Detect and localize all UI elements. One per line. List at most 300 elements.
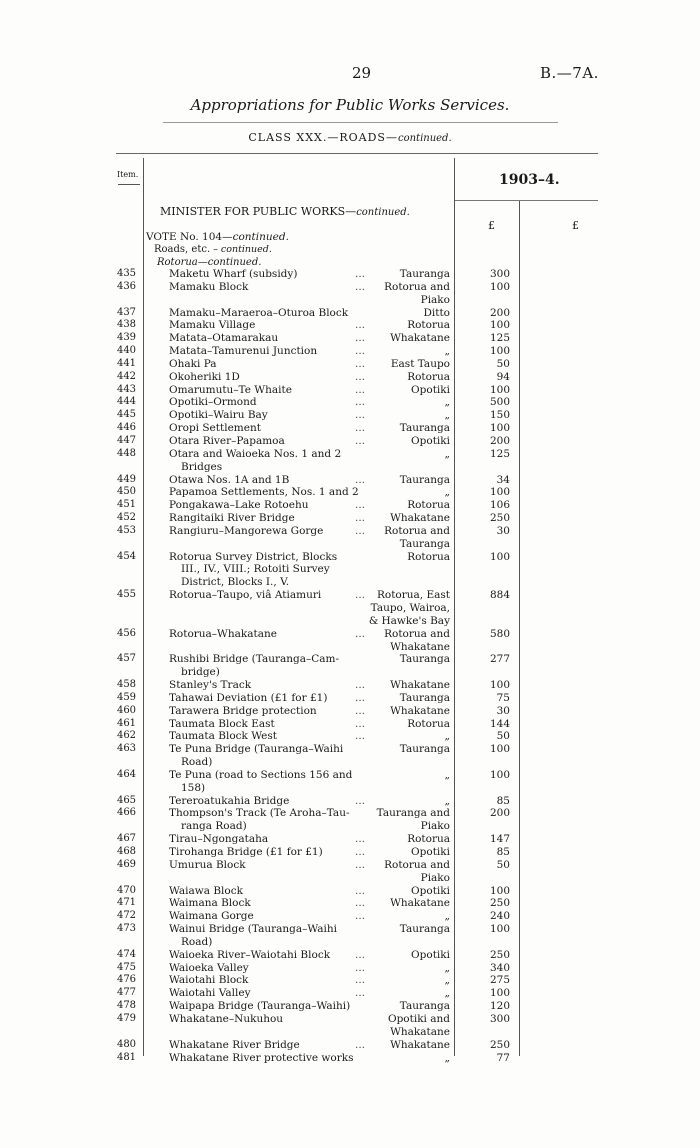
item-description — [169, 833, 364, 846]
district-line: Whakatane — [390, 1025, 450, 1038]
description-line: ranga Road) — [181, 820, 247, 833]
item-description — [169, 974, 364, 987]
description-line: Thompson's Track (Te Aroha–Tau- — [169, 807, 350, 820]
district-line: Ditto — [423, 306, 450, 319]
district-line: Whakatane — [390, 897, 450, 910]
description-line: Umurua Block — [169, 858, 246, 871]
electoral-district — [360, 332, 450, 345]
electoral-district — [360, 525, 450, 551]
item-description — [169, 435, 364, 448]
table-row — [0, 859, 700, 885]
table-row — [0, 332, 700, 345]
table-row — [0, 679, 700, 692]
item-description — [169, 345, 364, 358]
description-line: Okoheriki 1D — [169, 370, 240, 383]
fiscal-year: 1903–4. — [499, 172, 560, 188]
item-description — [169, 268, 364, 281]
district-line: Rotorua and — [384, 627, 450, 640]
electoral-district — [360, 409, 450, 422]
leader-dots: ... — [354, 627, 365, 640]
district-line: East Taupo — [390, 357, 450, 370]
electoral-district — [360, 358, 450, 371]
table-row — [0, 897, 700, 910]
amount: 100 — [489, 768, 510, 781]
item-header-underline — [118, 184, 140, 185]
amount: 100 — [489, 987, 510, 1000]
table-row — [0, 409, 700, 422]
table-row — [0, 987, 700, 1000]
description-line: Omarumutu–Te Whaite — [169, 383, 292, 396]
item-description — [169, 396, 364, 409]
amount: 100 — [489, 345, 510, 358]
item-description — [169, 705, 364, 718]
district-line: Rotorua — [407, 717, 450, 730]
item-number: 460 — [116, 704, 137, 716]
district-line: Taupo, Wairoa, — [370, 601, 450, 614]
district-line: Rotorua — [407, 319, 450, 332]
description-line: Otawa Nos. 1A and 1B — [169, 473, 290, 486]
table-row — [0, 345, 700, 358]
electoral-district — [360, 653, 450, 666]
table-row — [0, 718, 700, 731]
amount: 120 — [489, 1000, 510, 1013]
district-line: Opotiki — [411, 884, 450, 897]
roads-subheading: Roads, etc. – continued. — [154, 244, 272, 255]
amount: 250 — [489, 512, 510, 525]
electoral-district — [360, 705, 450, 718]
electoral-district — [360, 987, 450, 1000]
item-number: 470 — [116, 884, 137, 896]
amount: 580 — [489, 627, 510, 640]
leader-dots: ... — [354, 974, 365, 987]
table-row — [0, 499, 700, 512]
year-underline — [455, 200, 598, 201]
page-number: 29 — [352, 64, 372, 82]
item-number: 465 — [116, 794, 137, 806]
table-row — [0, 525, 700, 551]
description-line: Oropi Settlement — [169, 422, 261, 435]
item-description — [169, 885, 364, 898]
district-line: Piako — [420, 293, 450, 306]
description-line: Rangitaiki River Bridge — [169, 512, 295, 525]
electoral-district — [360, 730, 450, 743]
description-line: Rushibi Bridge (Tauranga–Cam- — [169, 653, 340, 666]
table-row — [0, 512, 700, 525]
district-line: Tauranga — [399, 422, 450, 435]
description-line: Te Puna (road to Sections 156 and — [169, 768, 353, 781]
district-line: Tauranga — [399, 743, 450, 756]
electoral-district — [360, 474, 450, 487]
electoral-district — [360, 974, 450, 987]
district-line: „ — [444, 768, 450, 781]
item-number: 457 — [116, 653, 137, 665]
item-description — [169, 962, 364, 975]
description-line: District, Blocks I., V. — [181, 576, 290, 589]
table-row — [0, 692, 700, 705]
electoral-district — [360, 962, 450, 975]
description-line: III., IV., VIII.; Rotoiti Survey — [181, 563, 330, 576]
district-line: Whakatane — [390, 679, 450, 692]
item-number: 471 — [116, 897, 137, 909]
leader-dots: ... — [354, 422, 365, 435]
table-row — [0, 435, 700, 448]
description-line: Whakatane River protective works — [169, 1051, 354, 1064]
district-line: „ — [444, 794, 450, 807]
description-line: Rotorua Survey District, Blocks — [169, 550, 338, 563]
item-description — [169, 743, 364, 769]
district-line: Opotiki — [411, 383, 450, 396]
description-line: Tirau–Ngongataha — [169, 833, 269, 846]
description-line: Taumata Block West — [169, 730, 277, 743]
electoral-district — [360, 422, 450, 435]
district-line: Opotiki — [411, 846, 450, 858]
item-number: 458 — [116, 679, 137, 691]
district-line: Whakatane — [390, 1038, 450, 1051]
table-row — [0, 949, 700, 962]
item-number: 444 — [116, 396, 137, 408]
electoral-district — [360, 769, 450, 782]
table-row — [0, 1013, 700, 1039]
table-top-rule — [116, 153, 598, 154]
table-row — [0, 448, 700, 474]
item-number: 450 — [116, 486, 137, 498]
description-line: Tirohanga Bridge (£1 for £1) — [169, 846, 323, 858]
amount: 125 — [489, 332, 510, 345]
amount: 144 — [489, 717, 510, 730]
item-description — [169, 332, 364, 345]
leader-dots: ... — [354, 794, 365, 807]
amount: 75 — [496, 691, 510, 704]
document-reference: B.—7A. — [540, 64, 599, 82]
item-description — [169, 769, 364, 795]
leader-dots: ... — [354, 897, 365, 910]
table-row — [0, 474, 700, 487]
amount: 240 — [489, 910, 510, 923]
item-number: 441 — [116, 357, 137, 369]
electoral-district — [360, 1013, 450, 1039]
district-line: Whakatane — [390, 512, 450, 525]
item-number: 475 — [116, 961, 137, 973]
district-line: Rotorua — [407, 833, 450, 846]
leader-dots: ... — [354, 961, 365, 974]
amount: 50 — [496, 858, 510, 871]
description-line: 158) — [181, 781, 206, 794]
leader-dots: ... — [354, 691, 365, 704]
leader-dots: ... — [354, 910, 365, 923]
item-number: 448 — [116, 447, 137, 459]
description-line: Pongakawa–Lake Rotoehu — [169, 499, 309, 512]
item-number: 435 — [116, 268, 137, 279]
table-row — [0, 1000, 700, 1013]
table-row — [0, 384, 700, 397]
electoral-district — [360, 897, 450, 910]
item-number: 446 — [116, 422, 137, 434]
item-number: 436 — [116, 280, 137, 292]
leader-dots: ... — [354, 846, 365, 858]
electoral-district — [360, 512, 450, 525]
district-line: „ — [444, 730, 450, 743]
item-description — [169, 422, 364, 435]
district-line: Rotorua and — [384, 858, 450, 871]
table-row — [0, 551, 700, 590]
amount: 30 — [496, 524, 510, 537]
table-row — [0, 307, 700, 320]
electoral-district — [360, 885, 450, 898]
item-description — [169, 846, 364, 859]
district-line: Rotorua — [407, 550, 450, 563]
electoral-district — [360, 807, 450, 833]
item-description — [169, 486, 364, 499]
electoral-district — [360, 371, 450, 384]
item-number: 443 — [116, 383, 137, 395]
item-number: 467 — [116, 833, 137, 845]
electoral-district — [360, 384, 450, 397]
description-line: Otara River–Papamoa — [169, 434, 285, 447]
item-number: 462 — [116, 730, 137, 742]
item-description — [169, 628, 364, 641]
amount: 34 — [496, 473, 510, 486]
item-description — [169, 1000, 364, 1013]
amount: 200 — [489, 434, 510, 447]
amount: 250 — [489, 948, 510, 961]
leader-dots: ... — [354, 434, 365, 447]
amount: 100 — [489, 280, 510, 293]
item-number: 466 — [116, 807, 137, 819]
description-line: Rotorua–Whakatane — [169, 627, 277, 640]
table-row — [0, 974, 700, 987]
table-row — [0, 281, 700, 307]
amount: 275 — [489, 974, 510, 987]
electoral-district — [360, 551, 450, 564]
item-number: 461 — [116, 717, 137, 729]
table-row — [0, 358, 700, 371]
item-description — [169, 692, 364, 705]
amount: 100 — [489, 422, 510, 435]
item-description — [169, 589, 364, 602]
item-description — [169, 679, 364, 692]
leader-dots: ... — [354, 858, 365, 871]
description-line: Waiawa Block — [169, 884, 243, 897]
table-row — [0, 769, 700, 795]
district-line: „ — [444, 409, 450, 422]
item-number: 445 — [116, 409, 137, 421]
item-number: 451 — [116, 499, 137, 511]
description-line: Te Puna Bridge (Tauranga–Waihi — [169, 743, 344, 756]
electoral-district — [360, 435, 450, 448]
description-line: Bridges — [181, 460, 223, 473]
leader-dots: ... — [354, 499, 365, 512]
description-line: Waiotahi Block — [169, 974, 249, 987]
leader-dots: ... — [354, 589, 365, 602]
item-description — [169, 371, 364, 384]
district-line: Whakatane — [390, 332, 450, 345]
description-line: Ohaki Pa — [169, 357, 217, 370]
district-line: Tauranga — [399, 691, 450, 704]
description-line: bridge) — [181, 666, 220, 679]
description-line: Opotiki–Wairu Bay — [169, 409, 268, 422]
item-number: 447 — [116, 434, 137, 446]
district-line: Tauranga — [399, 1000, 450, 1013]
district-line: „ — [444, 447, 450, 460]
district-line: Rotorua — [407, 499, 450, 512]
leader-dots: ... — [354, 268, 365, 280]
district-line: Piako — [420, 871, 450, 884]
electoral-district — [360, 628, 450, 654]
table-row — [0, 910, 700, 923]
amount: 50 — [496, 730, 510, 743]
district-line: Whakatane — [390, 640, 450, 653]
description-line: Waiotahi Valley — [169, 987, 251, 1000]
district-line: Tauranga — [399, 653, 450, 666]
item-number: 473 — [116, 923, 137, 935]
amount: 100 — [489, 923, 510, 936]
amount: 77 — [496, 1051, 510, 1064]
leader-dots: ... — [354, 280, 365, 293]
minister-heading: MINISTER FOR PUBLIC WORKS—continued. — [160, 205, 410, 218]
description-line: Waimana Gorge — [169, 910, 254, 923]
item-number: 454 — [116, 550, 137, 562]
amount: 147 — [489, 833, 510, 846]
item-number: 481 — [116, 1051, 137, 1063]
table-row — [0, 1052, 700, 1065]
table-row — [0, 962, 700, 975]
amount: 500 — [489, 396, 510, 409]
district-line: Rotorua and — [384, 280, 450, 293]
amount: 300 — [489, 1012, 510, 1025]
electoral-district — [360, 1052, 450, 1065]
description-line: Mamaku Village — [169, 319, 256, 332]
item-description — [169, 409, 364, 422]
leader-dots: ... — [354, 370, 365, 383]
leader-dots: ... — [354, 345, 365, 358]
title-rule — [163, 122, 558, 123]
electoral-district — [360, 281, 450, 307]
leader-dots: ... — [354, 679, 365, 692]
rotorua-subheading: Rotorua—continued. — [157, 257, 262, 268]
amount: 150 — [489, 409, 510, 422]
amount: 50 — [496, 357, 510, 370]
item-description — [169, 1052, 364, 1065]
table-row — [0, 589, 700, 628]
amount: 106 — [489, 499, 510, 512]
electoral-district — [360, 319, 450, 332]
description-line: Papamoa Settlements, Nos. 1 and 2 — [169, 486, 359, 499]
leader-dots: ... — [354, 987, 365, 1000]
district-line: „ — [444, 987, 450, 1000]
table-row — [0, 730, 700, 743]
description-line: Otara and Waioeka Nos. 1 and 2 — [169, 447, 342, 460]
description-line: Tahawai Deviation (£1 for £1) — [169, 691, 328, 704]
item-number: 453 — [116, 524, 137, 536]
district-line: „ — [444, 910, 450, 923]
item-column-header: Item. — [117, 170, 139, 179]
leader-dots: ... — [354, 730, 365, 743]
district-line: „ — [444, 396, 450, 409]
table-row — [0, 319, 700, 332]
district-line: Opotiki — [411, 434, 450, 447]
item-description — [169, 384, 364, 397]
description-line: Rotorua–Taupo, viâ Atiamuri — [169, 589, 322, 602]
amount: 85 — [496, 794, 510, 807]
leader-dots: ... — [354, 383, 365, 396]
electoral-district — [360, 718, 450, 731]
table-row — [0, 371, 700, 384]
district-line: & Hawke's Bay — [368, 614, 450, 627]
description-line: Waioeka River–Waiotahi Block — [169, 948, 331, 961]
district-line: Rotorua, East — [376, 589, 450, 602]
district-line: Tauranga — [399, 473, 450, 486]
table-row — [0, 1039, 700, 1052]
item-number: 440 — [116, 345, 137, 357]
item-number: 455 — [116, 589, 137, 601]
description-line: Tarawera Bridge protection — [169, 704, 317, 717]
electoral-district — [360, 846, 450, 859]
class-heading: CLASS XXX.—ROADS—continued. — [248, 131, 452, 144]
amount: 94 — [496, 370, 510, 383]
item-number: 459 — [116, 691, 137, 703]
item-description — [169, 319, 364, 332]
item-description — [169, 1013, 364, 1026]
pound-sign-total: £ — [572, 219, 579, 232]
amount: 250 — [489, 1038, 510, 1051]
description-line: Taumata Block East — [169, 717, 275, 730]
item-number: 449 — [116, 473, 137, 485]
item-number: 477 — [116, 987, 137, 999]
electoral-district — [360, 949, 450, 962]
leader-dots: ... — [354, 884, 365, 897]
description-line: Tereroatukahia Bridge — [169, 794, 290, 807]
electoral-district — [360, 345, 450, 358]
table-row — [0, 268, 700, 281]
item-number: 442 — [116, 370, 137, 382]
electoral-district — [360, 795, 450, 808]
vote-heading: VOTE No. 104—continued. — [146, 231, 289, 243]
item-number: 476 — [116, 974, 137, 986]
table-row — [0, 628, 700, 654]
electoral-district — [360, 1000, 450, 1013]
amount: 200 — [489, 306, 510, 319]
item-number: 472 — [116, 910, 137, 922]
item-description — [169, 281, 364, 294]
item-number: 438 — [116, 319, 137, 331]
leader-dots: ... — [354, 717, 365, 730]
item-description — [169, 358, 364, 371]
electoral-district — [360, 486, 450, 499]
amount: 30 — [496, 704, 510, 717]
district-line: „ — [444, 345, 450, 358]
leader-dots: ... — [354, 833, 365, 846]
amount: 250 — [489, 897, 510, 910]
item-description — [169, 525, 364, 538]
amount: 100 — [489, 383, 510, 396]
item-description — [169, 897, 364, 910]
item-description — [169, 448, 364, 474]
table-row — [0, 807, 700, 833]
table-row — [0, 743, 700, 769]
description-line: Opotiki–Ormond — [169, 396, 257, 409]
electoral-district — [360, 679, 450, 692]
electoral-district — [360, 396, 450, 409]
item-description — [169, 859, 364, 872]
item-description — [169, 1039, 364, 1052]
leader-dots: ... — [354, 319, 365, 332]
item-description — [169, 718, 364, 731]
amount: 85 — [496, 846, 510, 858]
district-line: Rotorua — [407, 370, 450, 383]
item-number: 464 — [116, 768, 137, 780]
description-line: Road) — [181, 935, 213, 948]
item-number: 468 — [116, 846, 137, 857]
